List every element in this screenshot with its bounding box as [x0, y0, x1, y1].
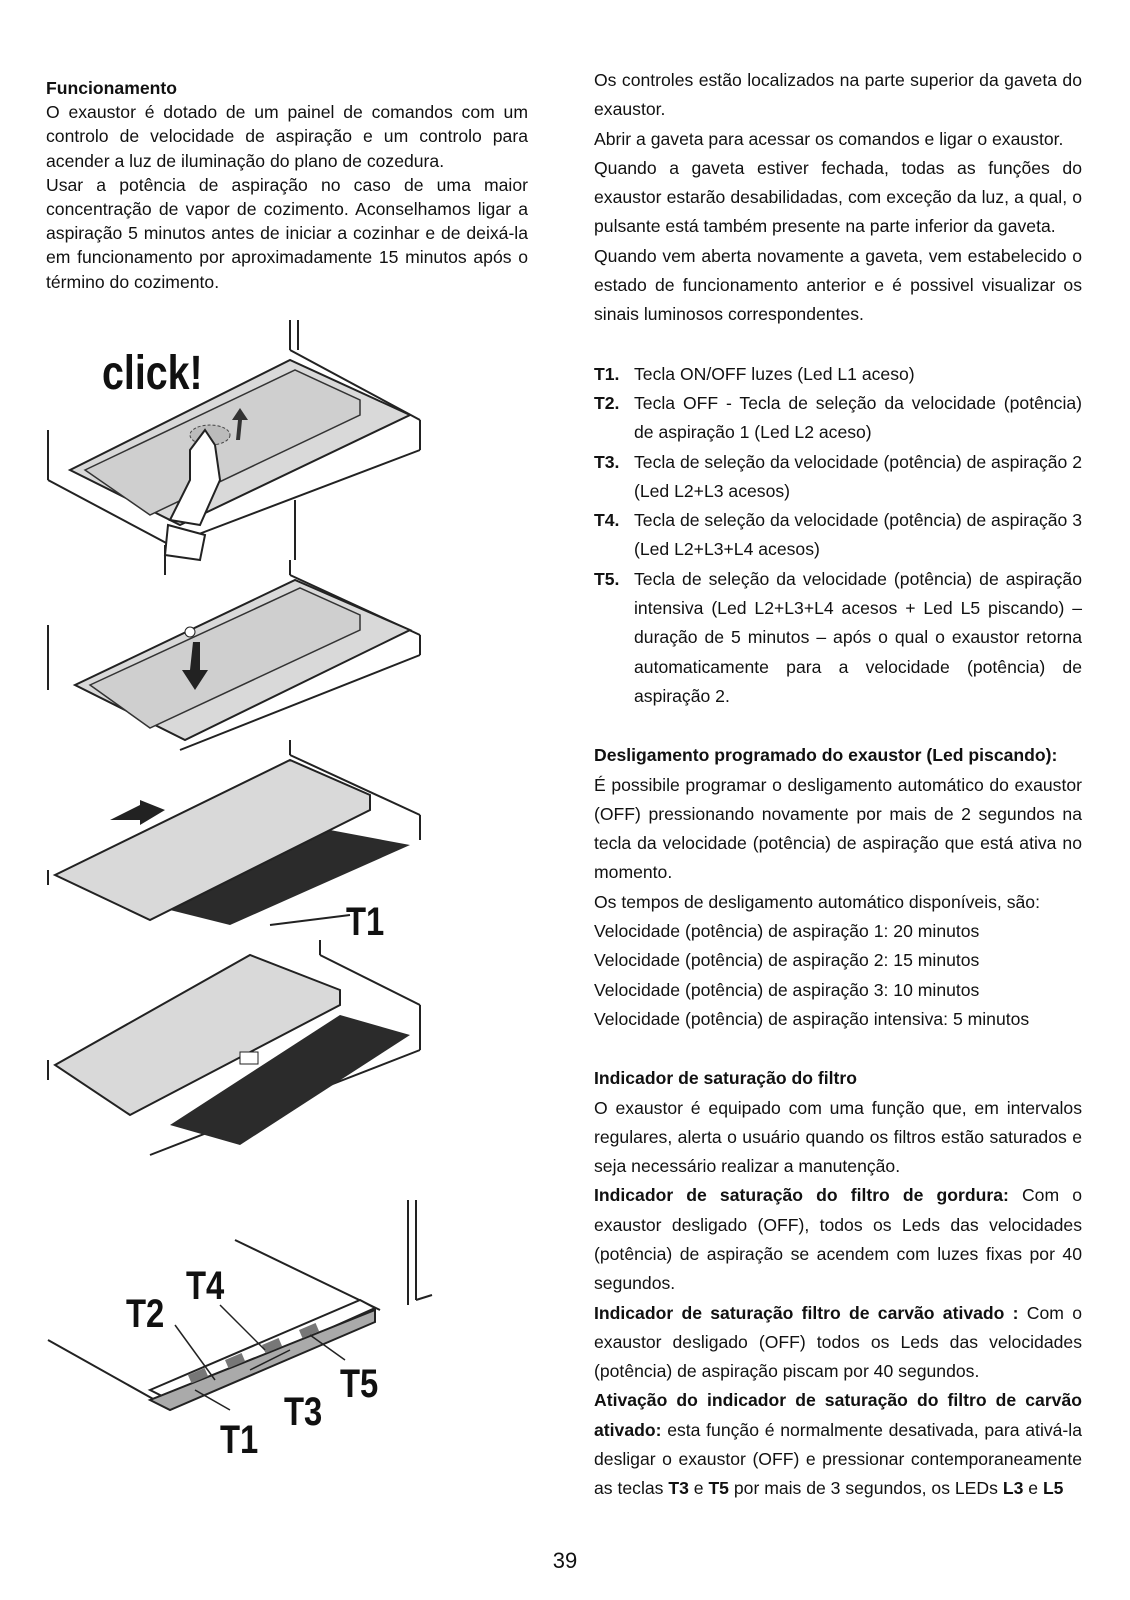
- figure-drawer-open: [40, 560, 440, 760]
- key-item: [594, 506, 1082, 565]
- key-item: [594, 565, 1082, 711]
- key-code: T1.: [594, 363, 620, 384]
- paragraph: Os tempos de desligamento automático disponíveis, são:: [594, 891, 1040, 912]
- key-description: Tecla de seleção da velocidade (potência) de aspiração 3 (Led L2+L3+L4 acesos): [634, 510, 1082, 560]
- paragraph: É possibile programar o desligamento automático do exaustor (OFF) pressionando novamente por mais de 2 segundos na tecla da velocidade (potência) de aspiração que está ativa no momento.: [594, 774, 1082, 883]
- key-code: T5.: [594, 568, 620, 589]
- section-heading: Desligamento programado do exaustor (Led piscando):: [594, 745, 1058, 766]
- inline-text: Com o exaustor desligado (OFF), todos os Leds das velocidades (potência) de aspiração se acendem com luzes fixas por 40 segundos.: [594, 1185, 1082, 1294]
- paragraph: Usar a potência de aspiração no caso de uma maior concentração de vapor de cozimento. Aconselhamos ligar a aspiração 5 minutos antes de iniciar a cozinhar e de deixá-la em funcionamento por aproximadamente 15 minutos após o término do cozimento.: [46, 174, 528, 292]
- inline-label: Indicador de saturação do filtro de gordura:: [594, 1185, 1009, 1206]
- key-description: Tecla de seleção da velocidade (potência) de aspiração intensiva (Led L2+L3+L4 acesos + Led L5 piscando) – duração de 5 minutos – após o qual o exaustor retorna automaticamente para a velocidade (potência) de aspiração 2.: [634, 568, 1082, 706]
- inline-text: Com o exaustor desligado (OFF) todos os Leds das velocidades (potência) de aspiração piscam por 40 segundos.: [594, 1302, 1082, 1382]
- inline-key: T5: [708, 1478, 729, 1499]
- paragraph: Abrir a gaveta para acessar os comandos e ligar o exaustor.: [594, 128, 1064, 149]
- inline-text: por mais de 3 segundos, os LEDs: [728, 1478, 1003, 1499]
- figure-drawer-grille: [40, 740, 440, 950]
- t5-callout-label: T5: [340, 1362, 379, 1406]
- drawer-open-illustration: [40, 560, 440, 760]
- inline-text: e: [688, 1478, 709, 1499]
- inline-led: L3: [1002, 1478, 1024, 1499]
- key-code: T2.: [594, 392, 620, 413]
- inline-text: esta função é normalmente desativada, para ativá-la desligar o exaustor (OFF) e pressionar contemporaneamente as teclas: [594, 1419, 1082, 1499]
- section-heading: Indicador de saturação do filtro: [594, 1068, 857, 1089]
- page-number: 39: [552, 1548, 578, 1573]
- paragraph: Quando a gaveta estiver fechada, todas as funções do exaustor estarão desabilidadas, com exceção da luz, a qual, o pulsante está também presente na parte inferior da gaveta.: [594, 157, 1082, 237]
- section-heading: Funcionamento: [46, 78, 177, 98]
- right-column: [594, 66, 1082, 1504]
- key-description: Tecla ON/OFF luzes (Led L1 aceso): [634, 363, 915, 384]
- t2-callout-label: T2: [126, 1292, 165, 1336]
- left-column: [46, 76, 528, 294]
- key-list: [594, 360, 1082, 712]
- paragraph: [594, 1181, 1082, 1298]
- drawer-filters-illustration: [40, 940, 440, 1170]
- figure-drawer-filters: [40, 940, 440, 1170]
- t4-callout-label: T4: [186, 1264, 225, 1308]
- figure-drawer-click: [40, 320, 440, 580]
- paragraph: Os controles estão localizados na parte superior da gaveta do exaustor.: [594, 70, 1082, 120]
- click-label: click!: [102, 347, 203, 400]
- inline-label: Indicador de saturação filtro de carvão ativado :: [594, 1302, 1019, 1323]
- key-code: T3.: [594, 451, 620, 472]
- key-item: [594, 448, 1082, 507]
- shutdown-time: Velocidade (potência) de aspiração 1: 20 minutos: [594, 921, 980, 942]
- t3-callout-label: T3: [284, 1390, 323, 1434]
- key-code: T4.: [594, 510, 620, 531]
- figure-control-panel: [40, 1200, 440, 1470]
- paragraph: O exaustor é equipado com uma função que, em intervalos regulares, alerta o usuário quando os filtros estão saturados e seja necessário realizar a manutenção.: [594, 1097, 1082, 1177]
- inline-label: Ativação do indicador de saturação do filtro de carvão ativado:: [594, 1390, 1082, 1440]
- paragraph: Quando vem aberta novamente a gaveta, vem estabelecido o estado de funcionamento anterior e é possivel visualizar os sinais luminosos correspondentes.: [594, 245, 1082, 325]
- drawer-click-illustration: [40, 320, 440, 580]
- key-description: Tecla OFF - Tecla de seleção da velocidade (potência) de aspiração 1 (Led L2 aceso): [634, 392, 1082, 443]
- inline-led: L5: [1042, 1478, 1064, 1499]
- key-item: [594, 389, 1082, 448]
- key-item: [594, 360, 1082, 389]
- inline-key: T3: [668, 1478, 689, 1499]
- paragraph: O exaustor é dotado de um painel de comandos com um controlo de velocidade de aspiração e um controlo para acender a luz de iluminação do plano de cozedura.: [46, 102, 528, 171]
- key-description: Tecla de seleção da velocidade (potência) de aspiração 2 (Led L2+L3 acesos): [634, 451, 1082, 501]
- t1-callout-label: T1: [220, 1418, 259, 1462]
- inline-text: e: [1023, 1478, 1043, 1499]
- paragraph: [594, 1386, 1082, 1503]
- t1-callout-label: T1: [346, 900, 385, 944]
- paragraph: [594, 1299, 1082, 1387]
- shutdown-time: Velocidade (potência) de aspiração intensiva: 5 minutos: [594, 1008, 1030, 1029]
- shutdown-time: Velocidade (potência) de aspiração 2: 15 minutos: [594, 950, 980, 971]
- shutdown-time: Velocidade (potência) de aspiração 3: 10 minutos: [594, 979, 980, 1000]
